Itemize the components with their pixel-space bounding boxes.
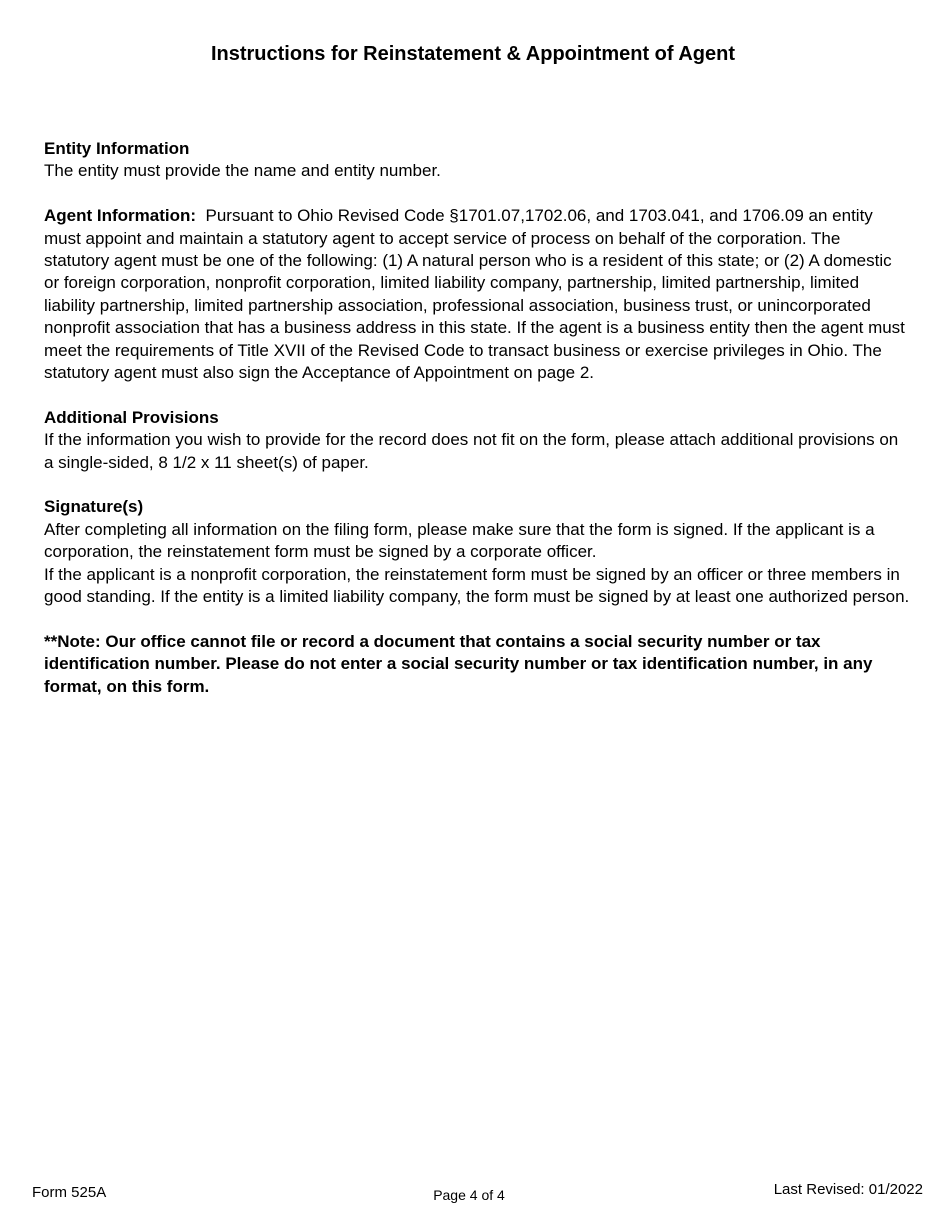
- last-revised: Last Revised: 01/2022: [773, 1181, 923, 1198]
- additional-provisions-heading: Additional Provisions: [44, 407, 219, 427]
- entity-information-section: [44, 138, 910, 183]
- form-number: Form 525A: [32, 1184, 107, 1201]
- agent-information-text: Pursuant to Ohio Revised Code §1701.07,1702.06, and 1703.041, and 1706.09 an entity must appoint and maintain a statutory agent to accept service of process on behalf of the corporation. The statutory agent must be one of the following: (1) A natural person who is a resident of this state; or (2) A domestic or foreign corporation, nonprofit corporation, limited liability company, partnership, limited partnership, limited liability partnership, limited partnership association, professional association, business trust, or unincorporated nonprofit association that has a business address in this state. If the agent is a business entity then the agent must meet the requirements of Title XVII of the Revised Code to transact business or exercise privileges in Ohio. The statutory agent must also sign the Acceptance of Appointment on page 2.: [44, 206, 905, 383]
- agent-information-heading: Agent Information:: [44, 206, 197, 226]
- signature-text-corporation: After completing all information on the filing form, please make sure that the form is signed. If the applicant is a corporation, the reinstatement form must be signed by a corporate officer.: [44, 519, 875, 562]
- document-title: Instructions for Reinstatement & Appointment of Agent: [210, 43, 736, 65]
- agent-information-section: [44, 205, 910, 384]
- signature-text-nonprofit: If the applicant is a nonprofit corporation, the reinstatement form must be signed by an officer or three members in good standing. If the entity is a limited liability company, the form must be signed by at least one authorized person.: [44, 564, 910, 607]
- signature-section: [44, 496, 910, 608]
- additional-provisions-section: [44, 407, 910, 474]
- signature-heading: Signature(s): [44, 497, 144, 517]
- additional-provisions-text: If the information you wish to provide for the record does not fit on the form, please attach additional provisions on a single-sided, 8 1/2 x 11 sheet(s) of paper.: [44, 430, 899, 472]
- page-number: Page 4 of 4: [433, 1187, 505, 1203]
- agent-information-paragraph: [44, 205, 910, 384]
- ssn-note: **Note: Our office cannot file or record a document that contains a social security number or tax identification number. Please do not enter a social security number or tax identification number, in any format, on this form.: [44, 631, 873, 696]
- entity-information-text: The entity must provide the name and entity number.: [44, 161, 441, 181]
- instructions-body: [44, 138, 910, 698]
- entity-information-heading: Entity Information: [44, 139, 190, 158]
